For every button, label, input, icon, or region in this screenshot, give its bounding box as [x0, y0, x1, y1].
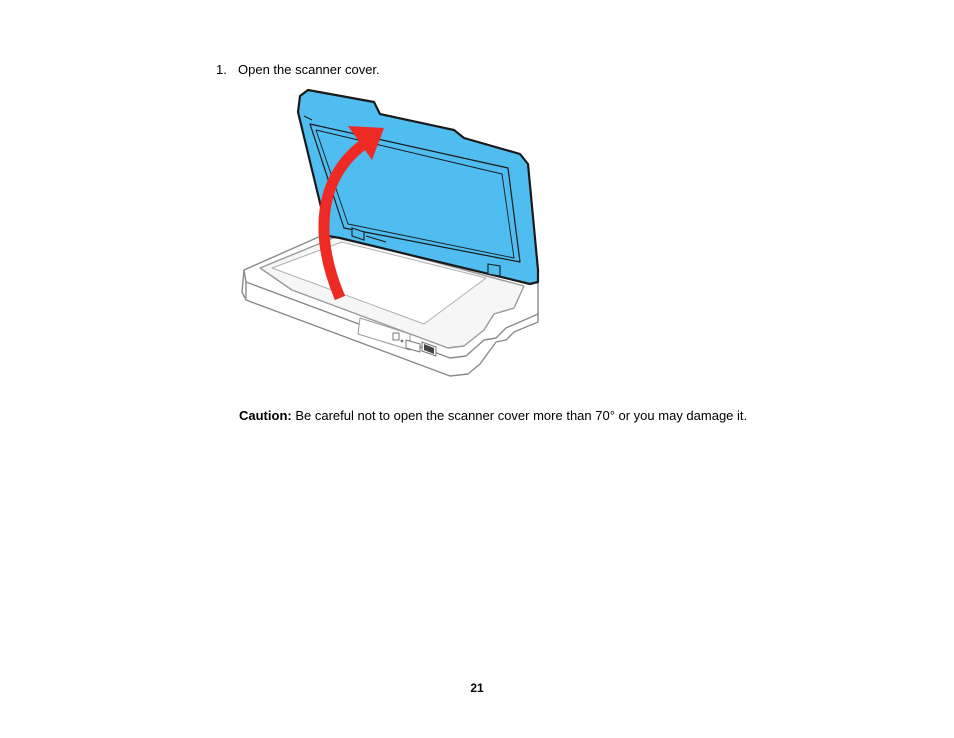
step-text: Open the scanner cover.	[238, 62, 380, 77]
step-instruction	[216, 62, 380, 78]
step-number: 1.	[216, 62, 227, 77]
caution-label: Caution:	[239, 408, 292, 423]
scanner-cover-illustration	[238, 86, 544, 378]
page-number: 21	[470, 681, 484, 695]
caution-text: Be careful not to open the scanner cover more than 70° or you may damage it.	[295, 408, 748, 423]
caution-note	[239, 408, 747, 424]
